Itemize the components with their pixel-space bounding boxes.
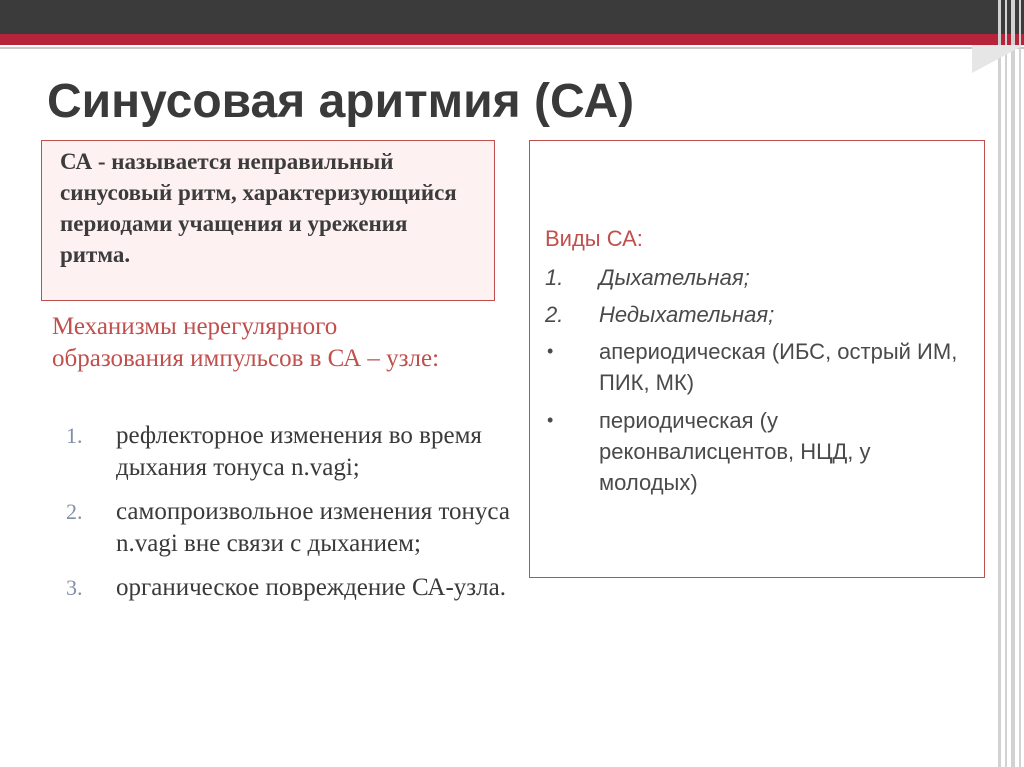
types-item-text: Дыхательная; xyxy=(599,265,750,290)
list-number: 2. xyxy=(66,499,83,524)
mechanism-text: самопроизвольное изменения тонуса n.vagi вне связи с дыханием; xyxy=(116,498,510,557)
mechanisms-list xyxy=(52,420,512,616)
list-number: 1. xyxy=(545,265,564,290)
bullet-dot-icon: • xyxy=(547,341,554,361)
top-divider-line xyxy=(0,47,1024,49)
list-number: 3. xyxy=(66,575,83,600)
mechanism-item xyxy=(52,496,512,560)
types-heading: Виды СА: xyxy=(545,226,643,251)
list-number: 1. xyxy=(66,423,83,448)
mechanisms-heading: Механизмы нерегулярного образования импульсов в СА – узле: xyxy=(52,313,440,372)
mechanism-text: органическое повреждение СА-узла. xyxy=(116,574,507,601)
mechanism-text: рефлекторное изменения во время дыхания тонуса n.vagi; xyxy=(116,422,482,481)
types-numbered-item xyxy=(545,299,965,330)
bullet-dot-icon: • xyxy=(547,410,554,430)
list-number: 2. xyxy=(545,302,564,327)
types-numbered-item xyxy=(545,262,965,293)
types-item-text: периодическая (у реконвалисцентов, НЦД, у молодых) xyxy=(599,408,871,495)
top-dark-bar xyxy=(0,0,1024,34)
page-curl-corner xyxy=(972,45,1024,73)
slide-title: Синусовая аритмия (СА) xyxy=(47,75,635,128)
types-bullet-item xyxy=(545,336,965,398)
types-bullet-item xyxy=(545,405,965,498)
right-edge-stripes xyxy=(994,0,1024,767)
definition-text: СА - называется неправильный синусовый ритм, характеризующийся периодами учащения и урежения ритма. xyxy=(60,149,457,267)
mechanism-item xyxy=(52,572,512,604)
types-item-text: апериодическая (ИБС, острый ИМ, ПИК, МК) xyxy=(599,339,958,395)
mechanism-item xyxy=(52,420,512,484)
types-list xyxy=(545,262,965,505)
types-item-text: Недыхательная; xyxy=(599,302,775,327)
top-red-band xyxy=(0,34,1024,45)
